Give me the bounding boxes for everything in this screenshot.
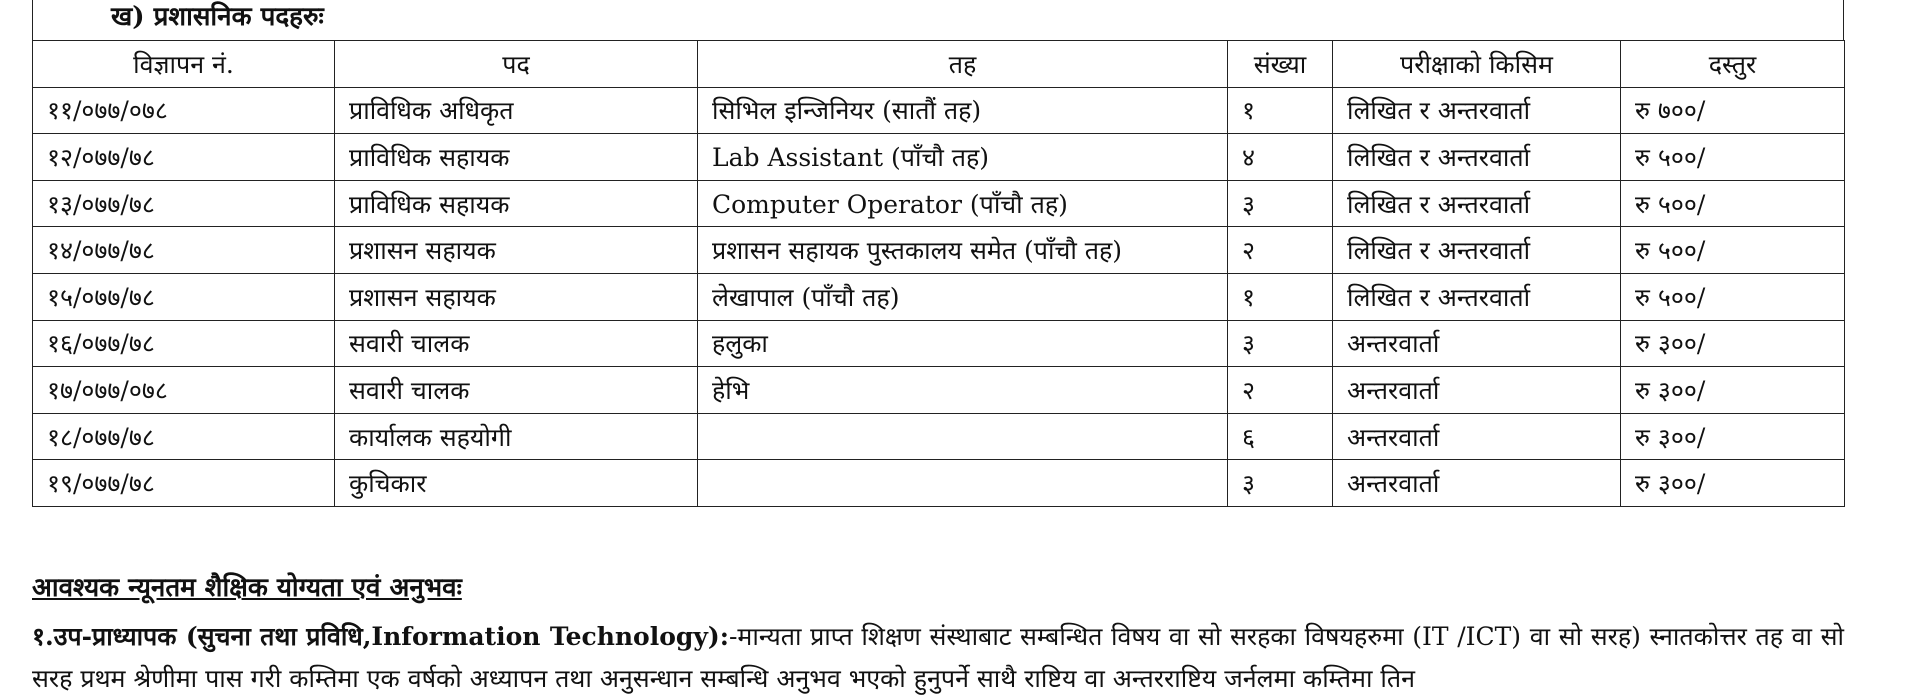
cell-ad-no: १३/०७७/७८ [33, 180, 335, 227]
cell-post: सवारी चालक [335, 367, 698, 414]
cell-ad-no: १५/०७७/७८ [33, 273, 335, 320]
cell-fee: रु ३००/ [1621, 413, 1845, 460]
cell-exam-type: अन्तरवार्ता [1333, 460, 1621, 507]
cell-post: प्राविधिक सहायक [335, 180, 698, 227]
cell-ad-no: १९/०७७/७८ [33, 460, 335, 507]
table-row [33, 134, 1845, 181]
positions-table [32, 40, 1845, 507]
cell-post: सवारी चालक [335, 320, 698, 367]
cell-fee: रु ३००/ [1621, 320, 1845, 367]
cell-ad-no: १६/०७७/७८ [33, 320, 335, 367]
cell-exam-type: लिखित र अन्तरवार्ता [1333, 227, 1621, 274]
cell-exam-type: लिखित र अन्तरवार्ता [1333, 134, 1621, 181]
paragraph-lead: १.उप-प्राध्यापक (सुचना तथा प्रविधि,Information Technology): [32, 622, 729, 651]
cell-exam-type: लिखित र अन्तरवार्ता [1333, 180, 1621, 227]
table-row [33, 180, 1845, 227]
cell-level: सिभिल इन्जिनियर (सातौं तह) [698, 87, 1228, 134]
cell-level: हलुका [698, 320, 1228, 367]
cell-count: ३ [1228, 460, 1333, 507]
cell-post: प्राविधिक अधिकृत [335, 87, 698, 134]
cell-count: ६ [1228, 413, 1333, 460]
cell-level: लेखापाल (पाँचौ तह) [698, 273, 1228, 320]
table-row [33, 273, 1845, 320]
cell-post: कुचिकार [335, 460, 698, 507]
cell-fee: रु ३००/ [1621, 367, 1845, 414]
table-row [33, 227, 1845, 274]
cell-post: प्राविधिक सहायक [335, 134, 698, 181]
cell-fee: रु ५००/ [1621, 227, 1845, 274]
cell-ad-no: १७/०७७/०७८ [33, 367, 335, 414]
cell-exam-type: लिखित र अन्तरवार्ता [1333, 87, 1621, 134]
cell-ad-no: ११/०७७/०७८ [33, 87, 335, 134]
paragraph-text: -मान्यता प्राप्त शिक्षण संस्थाबाट सम्बन्धित विषय वा सो सरहका विषयहरुमा (IT /ICT) वा सो सरह) स्नातकोत्तर तह वा सो सरह प्रथम श्रेणीमा पास गरी कम्तिमा एक वर्षको अध्यापन तथा अनुसन्धान सम्बन्धि अनुभव भएको हुनुपर्ने साथै राष्टिय वा अन्तरराष्टिय जर्नलमा कम्तिमा तिन [32, 622, 1844, 693]
cell-ad-no: १४/०७७/७८ [33, 227, 335, 274]
section-title: ख) प्रशासनिक पदहरुः [32, 0, 1844, 40]
cell-count: २ [1228, 227, 1333, 274]
col-header-fee: दस्तुर [1621, 41, 1845, 88]
table-row [33, 320, 1845, 367]
cell-ad-no: १२/०७७/७८ [33, 134, 335, 181]
cell-level: हेभि [698, 367, 1228, 414]
table-header-row [33, 41, 1845, 88]
cell-post: प्रशासन सहायक [335, 273, 698, 320]
col-header-ad-no: विज्ञापन नं. [33, 41, 335, 88]
cell-exam-type: लिखित र अन्तरवार्ता [1333, 273, 1621, 320]
cell-fee: रु ५००/ [1621, 134, 1845, 181]
cell-count: ३ [1228, 320, 1333, 367]
cell-exam-type: अन्तरवार्ता [1333, 413, 1621, 460]
cell-count: १ [1228, 273, 1333, 320]
cell-level [698, 413, 1228, 460]
col-header-post: पद [335, 41, 698, 88]
qualification-heading: आवश्यक न्यूनतम शैक्षिक योग्यता एवं अनुभवः [32, 573, 462, 603]
qualification-paragraph [32, 616, 1844, 700]
cell-count: १ [1228, 87, 1333, 134]
col-header-exam-type: परीक्षाको किसिम [1333, 41, 1621, 88]
cell-fee: रु ७००/ [1621, 87, 1845, 134]
cell-level: Computer Operator (पाँचौ तह) [698, 180, 1228, 227]
table-row [33, 367, 1845, 414]
cell-exam-type: अन्तरवार्ता [1333, 320, 1621, 367]
cell-post: कार्यालक सहयोगी [335, 413, 698, 460]
cell-count: ३ [1228, 180, 1333, 227]
cell-level: Lab Assistant (पाँचौ तह) [698, 134, 1228, 181]
cell-count: २ [1228, 367, 1333, 414]
cell-level: प्रशासन सहायक पुस्तकालय समेत (पाँचौ तह) [698, 227, 1228, 274]
table-row [33, 413, 1845, 460]
cell-fee: रु ५००/ [1621, 180, 1845, 227]
cell-fee: रु ५००/ [1621, 273, 1845, 320]
cell-post: प्रशासन सहायक [335, 227, 698, 274]
table-row [33, 87, 1845, 134]
cell-exam-type: अन्तरवार्ता [1333, 367, 1621, 414]
cell-level [698, 460, 1228, 507]
col-header-count: संख्या [1228, 41, 1333, 88]
col-header-level: तह [698, 41, 1228, 88]
cell-ad-no: १८/०७७/७८ [33, 413, 335, 460]
cell-fee: रु ३००/ [1621, 460, 1845, 507]
cell-count: ४ [1228, 134, 1333, 181]
table-row [33, 460, 1845, 507]
